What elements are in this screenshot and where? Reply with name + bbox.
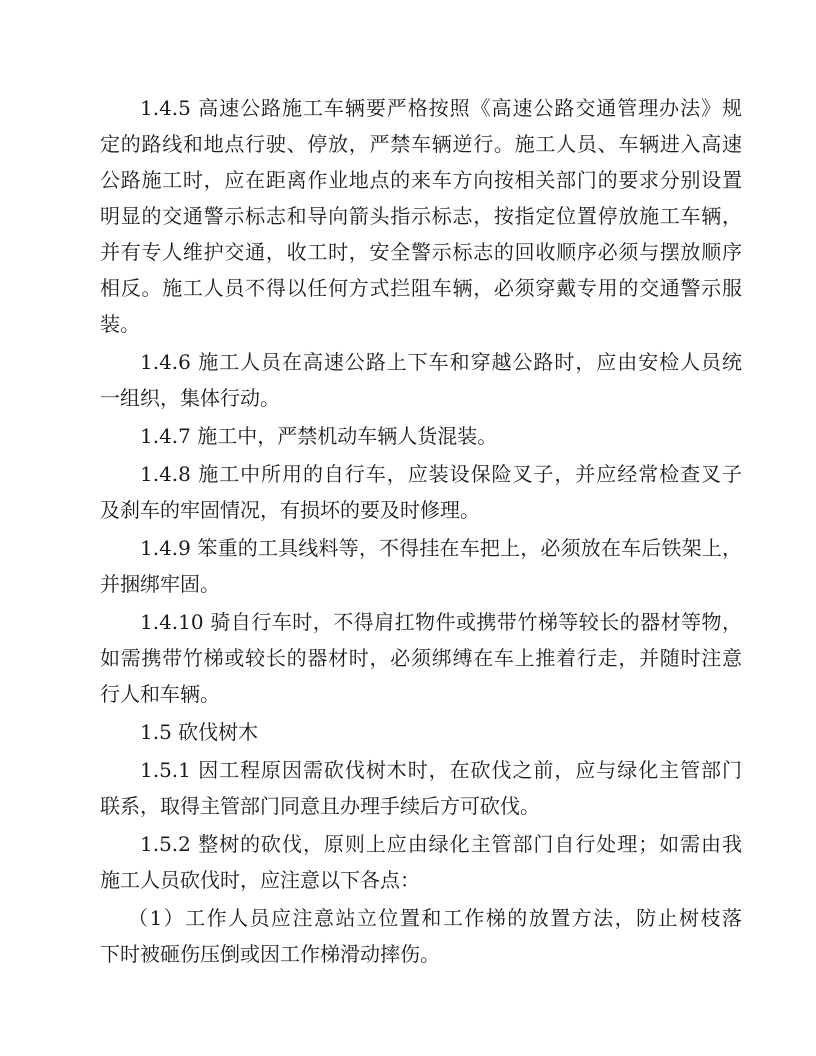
- paragraph-1-4-10: [100, 604, 742, 712]
- text-line: （1）工作人员应注意站立位置和工作梯的放置方法，防止树枝落: [128, 906, 742, 930]
- text-line: 相反。施工人员不得以任何方式拦阻车辆，必须穿戴专用的交通警示服: [100, 276, 742, 300]
- text-line: 行人和车辆。: [100, 682, 220, 706]
- paragraph-1-5-1: [100, 752, 742, 824]
- text-line: 1.4.7 施工中，严禁机动车辆人货混装。: [140, 424, 498, 448]
- text-line: 并捆绑牢固。: [100, 572, 220, 596]
- text-line: 1.4.5 高速公路施工车辆要严格按照《高速公路交通管理办法》规: [140, 96, 742, 120]
- text-line: 公路施工时，应在距离作业地点的来车方向按相关部门的要求分别设置: [100, 168, 742, 192]
- text-line: 1.5.2 整树的砍伐，原则上应由绿化主管部门自行处理；如需由我: [140, 832, 742, 856]
- text-line: 1.5 砍伐树木: [140, 720, 259, 744]
- paragraph-1-4-6: [100, 344, 742, 416]
- text-line: 1.5.1 因工程原因需砍伐树木时，在砍伐之前，应与绿化主管部门: [140, 758, 742, 782]
- text-line: 一组织，集体行动。: [100, 386, 280, 410]
- paragraph-1-5-2: [100, 826, 742, 898]
- text-line: 如需携带竹梯或较长的器材时，必须绑缚在车上推着行走，并随时注意: [100, 646, 742, 670]
- text-line: 施工人员砍伐时，应注意以下各点：: [100, 868, 420, 892]
- paragraph-1-5-2-1: [100, 900, 742, 972]
- document-page: [100, 90, 742, 974]
- paragraph-1-4-7: [100, 418, 742, 454]
- text-line: 明显的交通警示标志和导向箭头指示标志，按指定位置停放施工车辆，: [100, 204, 742, 228]
- text-line: 1.4.9 笨重的工具线料等，不得挂在车把上，必须放在车后铁架上，: [140, 536, 742, 560]
- text-line: 1.4.10 骑自行车时，不得肩扛物件或携带竹梯等较长的器材等物，: [140, 610, 742, 634]
- paragraph-1-5: [100, 714, 742, 750]
- paragraph-1-4-8: [100, 456, 742, 528]
- paragraph-1-4-9: [100, 530, 742, 602]
- text-line: 1.4.6 施工人员在高速公路上下车和穿越公路时，应由安检人员统: [140, 350, 742, 374]
- text-line: 并有专人维护交通，收工时，安全警示标志的回收顺序必须与摆放顺序: [100, 240, 742, 264]
- text-line: 及刹车的牢固情况，有损坏的要及时修理。: [100, 498, 480, 522]
- text-line: 定的路线和地点行驶、停放，严禁车辆逆行。施工人员、车辆进入高速: [100, 132, 742, 156]
- text-line: 下时被砸伤压倒或因工作梯滑动摔伤。: [100, 942, 440, 966]
- text-line: 1.4.8 施工中所用的自行车，应装设保险叉子，并应经常检查叉子: [140, 462, 742, 486]
- paragraph-1-4-5: [100, 90, 742, 342]
- text-line: 装。: [100, 312, 140, 336]
- text-line: 联系，取得主管部门同意且办理手续后方可砍伐。: [100, 794, 540, 818]
